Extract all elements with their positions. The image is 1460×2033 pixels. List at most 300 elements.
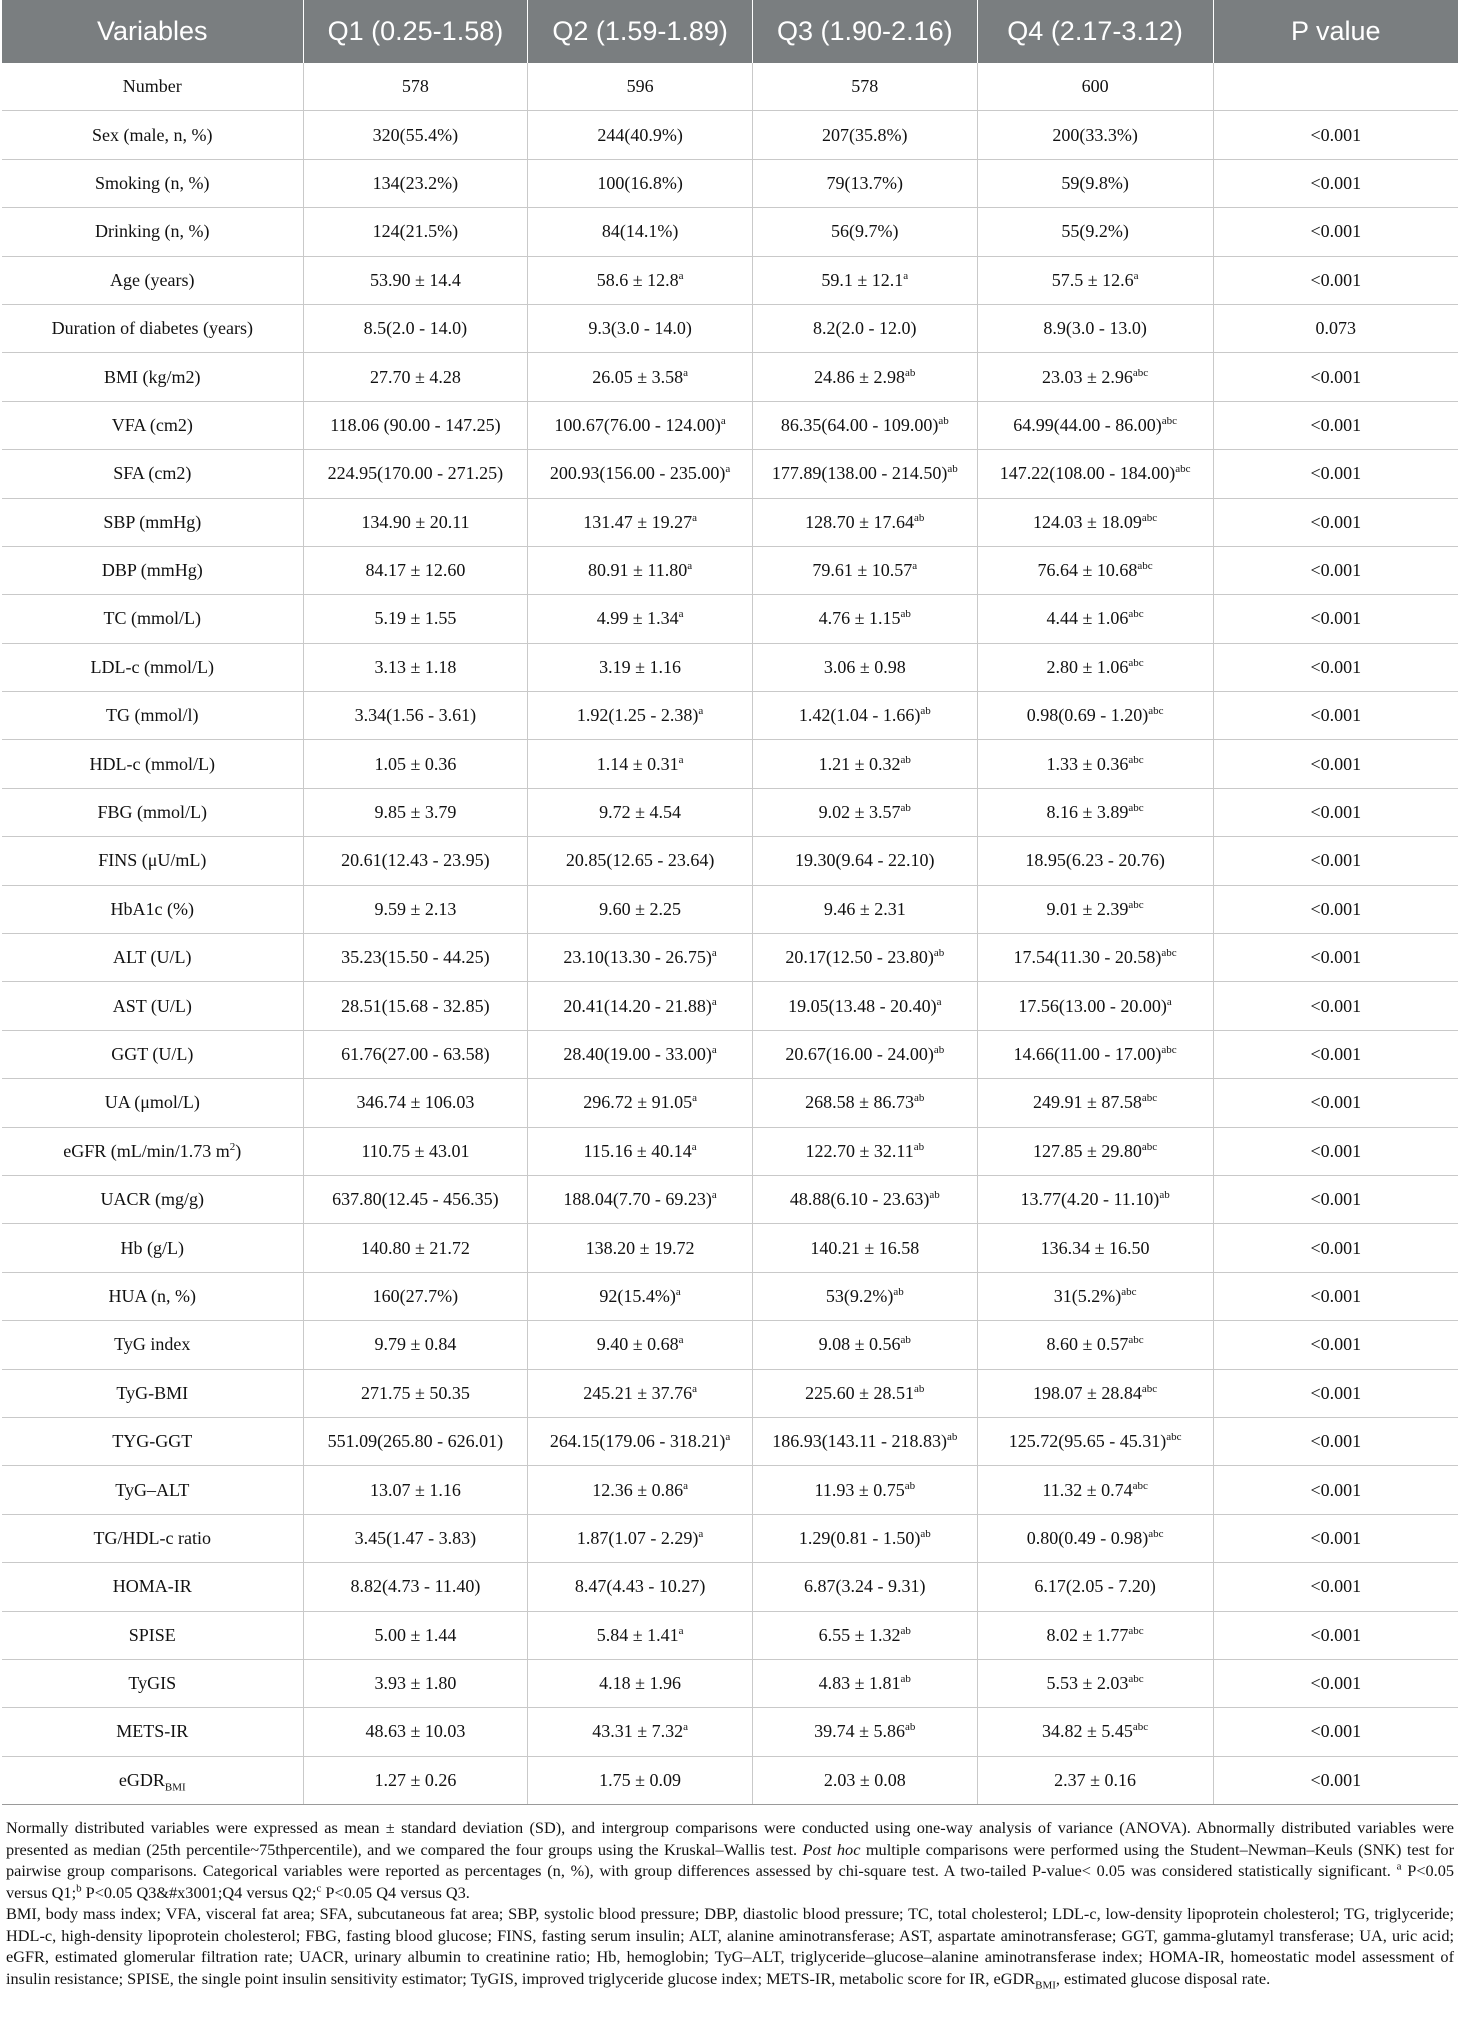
- data-table: [2, 0, 1458, 1805]
- cell-q3: [752, 1369, 977, 1417]
- cell-value: 23.03 ± 2.96: [1042, 366, 1133, 387]
- cell-q2: [528, 498, 753, 546]
- cell-value: 8.47(4.43 - 10.27): [574, 1576, 706, 1597]
- cell-value: 127.85 ± 29.80: [1033, 1140, 1142, 1161]
- cell-value: 1.42(1.04 - 1.66): [798, 705, 921, 726]
- cell-value: 26.05 ± 3.58: [592, 366, 684, 387]
- significance-mark: ab: [947, 463, 958, 476]
- cell-value: 296.72 ± 91.05: [583, 1092, 693, 1113]
- variable-label: GGT (U/L): [111, 1044, 194, 1064]
- cell-q1: [303, 353, 528, 401]
- cell-q1: [303, 595, 528, 643]
- significance-mark: ab: [904, 1479, 916, 1492]
- variable-label-end: ): [235, 1140, 242, 1161]
- table-row: [2, 256, 1458, 304]
- significance-mark: abc: [1175, 463, 1191, 476]
- cell-q2: [528, 643, 753, 691]
- cell-value: 271.75 ± 50.35: [360, 1382, 470, 1403]
- cell-q4: [977, 1127, 1213, 1175]
- cell-p-value: <0.001: [1213, 159, 1458, 207]
- cell-value: 5.00 ± 1.44: [374, 1624, 457, 1645]
- variable-label: AST (U/L): [112, 995, 192, 1016]
- cell-q3: [752, 595, 977, 643]
- significance-mark: ab: [893, 1285, 904, 1298]
- cell-p-value: <0.001: [1213, 1321, 1458, 1369]
- cell-value: 6.55 ± 1.32: [818, 1624, 901, 1645]
- significance-mark: ab: [929, 1189, 940, 1202]
- cell-value: 8.60 ± 0.57: [1046, 1334, 1129, 1355]
- cell-q2: [528, 1030, 753, 1078]
- cell-p-value: <0.001: [1213, 1708, 1458, 1756]
- cell-value: 600: [1081, 76, 1109, 97]
- cell-q2: [528, 788, 753, 836]
- footnote-text: P<0.05 versus Q1;: [6, 1861, 1454, 1902]
- cell-value: 3.45(1.47 - 3.83): [354, 1527, 477, 1548]
- cell-p-value: <0.001: [1213, 643, 1458, 691]
- cell-value: 0.98(0.69 - 1.20): [1026, 705, 1149, 726]
- cell-q2: [528, 546, 753, 594]
- cell-q4: [977, 1272, 1213, 1320]
- cell-value: 58.6 ± 12.8: [596, 269, 679, 290]
- cell-variable: [2, 1611, 303, 1659]
- significance-mark: abc: [1128, 1334, 1144, 1347]
- significance-mark: a: [691, 1140, 697, 1153]
- cell-q1: [303, 208, 528, 256]
- table-row: [2, 982, 1458, 1030]
- variable-label: TYG-GGT: [112, 1431, 193, 1452]
- variable-label: eGFR (mL/min/1.73 m: [63, 1140, 230, 1161]
- cell-q2: [528, 982, 753, 1030]
- cell-q1: [303, 256, 528, 304]
- cell-q2: [528, 934, 753, 982]
- table-header: [2, 0, 1458, 63]
- cell-q1: [303, 1127, 528, 1175]
- cell-q1: [303, 1321, 528, 1369]
- cell-p-value: <0.001: [1213, 208, 1458, 256]
- cell-q3: [752, 450, 977, 498]
- cell-value: 346.74 ± 106.03: [356, 1092, 475, 1113]
- cell-q3: [752, 1611, 977, 1659]
- variable-subscript: BMI: [164, 1781, 186, 1794]
- cell-value: 147.22(108.00 - 184.00): [999, 463, 1176, 484]
- page: [2, 0, 1458, 1989]
- cell-value: 28.40(19.00 - 33.00): [563, 1044, 712, 1064]
- significance-mark: ab: [920, 705, 931, 718]
- variable-label: Smoking (n, %): [95, 172, 210, 193]
- cell-q1: [303, 837, 528, 885]
- cell-value: 1.14 ± 0.31: [596, 753, 679, 774]
- variable-label: FINS (μU/mL): [98, 850, 207, 871]
- table-row: [2, 498, 1458, 546]
- cell-q4: [977, 256, 1213, 304]
- cell-value: 249.91 ± 87.58: [1033, 1092, 1142, 1113]
- cell-q4: [977, 692, 1213, 740]
- cell-q2: [528, 1417, 753, 1465]
- cell-p-value: <0.001: [1213, 1756, 1458, 1804]
- cell-q1: [303, 401, 528, 449]
- header-q2: Q2 (1.59-1.89): [528, 0, 753, 63]
- significance-mark: a: [725, 463, 731, 476]
- cell-q1: [303, 546, 528, 594]
- cell-value: 3.34(1.56 - 3.61): [354, 705, 477, 726]
- cell-variable: [2, 304, 303, 352]
- cell-value: 224.95(170.00 - 271.25): [327, 463, 504, 484]
- cell-p-value: <0.001: [1213, 256, 1458, 304]
- cell-p-value: <0.001: [1213, 401, 1458, 449]
- cell-variable: [2, 1369, 303, 1417]
- cell-value: 0.80(0.49 - 0.98): [1026, 1527, 1149, 1548]
- cell-p-value: <0.001: [1213, 111, 1458, 159]
- cell-value: 80.91 ± 11.80: [588, 560, 688, 581]
- cell-value: 11.32 ± 0.74: [1042, 1479, 1133, 1500]
- variable-label: TG/HDL-c ratio: [93, 1527, 212, 1548]
- cell-q4: [977, 1563, 1213, 1611]
- cell-p-value: <0.001: [1213, 788, 1458, 836]
- significance-mark: abc: [1132, 1479, 1148, 1492]
- cell-q3: [752, 546, 977, 594]
- cell-value: 100.67(76.00 - 124.00): [554, 414, 721, 435]
- variable-label: SFA (cm2): [113, 463, 192, 484]
- cell-q4: [977, 740, 1213, 788]
- cell-q2: [528, 1175, 753, 1223]
- cell-q1: [303, 1611, 528, 1659]
- cell-variable: [2, 1224, 303, 1272]
- footnote-text: P<0.05 Q3&#x3001;Q4 versus Q2;: [81, 1882, 317, 1902]
- cell-q3: [752, 208, 977, 256]
- cell-value: 23.10(13.30 - 26.75): [563, 947, 712, 968]
- cell-q3: [752, 63, 977, 111]
- cell-p-value: <0.001: [1213, 692, 1458, 740]
- table-row: [2, 1127, 1458, 1175]
- cell-q3: [752, 401, 977, 449]
- cell-value: 136.34 ± 16.50: [1040, 1237, 1150, 1258]
- cell-value: 320(55.4%): [372, 124, 459, 145]
- significance-mark: abc: [1128, 802, 1144, 815]
- variable-label: VFA (cm2): [111, 414, 193, 435]
- table-row: [2, 1708, 1458, 1756]
- cell-q2: [528, 1321, 753, 1369]
- table-row: [2, 450, 1458, 498]
- cell-variable: [2, 1417, 303, 1465]
- table-row: [2, 353, 1458, 401]
- cell-value: 61.76(27.00 - 63.58): [341, 1044, 490, 1064]
- significance-mark: ab: [905, 1721, 916, 1734]
- table-row: [2, 1224, 1458, 1272]
- significance-mark: abc: [1132, 366, 1149, 379]
- significance-mark: ab: [900, 753, 911, 766]
- cell-q4: [977, 1369, 1213, 1417]
- cell-value: 55(9.2%): [1061, 221, 1129, 242]
- significance-mark: ab: [900, 1624, 911, 1637]
- cell-q3: [752, 1514, 977, 1562]
- cell-q4: [977, 1321, 1213, 1369]
- cell-value: 268.58 ± 86.73: [805, 1092, 915, 1113]
- cell-value: 5.19 ± 1.55: [374, 608, 457, 629]
- table-row: [2, 1272, 1458, 1320]
- significance-mark: a: [678, 1334, 684, 1347]
- variable-label: HDL-c (mmol/L): [89, 753, 216, 774]
- variable-label: UACR (mg/g): [100, 1189, 205, 1210]
- cell-variable: [2, 1030, 303, 1078]
- cell-q2: [528, 1611, 753, 1659]
- cell-q3: [752, 1175, 977, 1223]
- cell-p-value: <0.001: [1213, 740, 1458, 788]
- cell-q4: [977, 837, 1213, 885]
- cell-value: 9.59 ± 2.13: [374, 898, 457, 919]
- table-row: [2, 643, 1458, 691]
- cell-value: 53(9.2%): [825, 1285, 894, 1306]
- header-p-value: P value: [1213, 0, 1458, 63]
- cell-value: 3.13 ± 1.18: [374, 656, 457, 677]
- cell-q3: [752, 353, 977, 401]
- cell-p-value: <0.001: [1213, 1466, 1458, 1514]
- cell-value: 9.40 ± 0.68: [596, 1334, 679, 1355]
- cell-value: 207(35.8%): [822, 124, 908, 145]
- significance-mark: a: [683, 1721, 688, 1734]
- cell-value: 17.54(11.30 - 20.58): [1013, 947, 1162, 968]
- cell-q3: [752, 1030, 977, 1078]
- variable-label: HOMA-IR: [112, 1576, 192, 1597]
- cell-value: 9.60 ± 2.25: [599, 898, 682, 919]
- significance-mark: abc: [1141, 511, 1158, 524]
- cell-q2: [528, 885, 753, 933]
- significance-mark: a: [678, 753, 684, 766]
- cell-q3: [752, 498, 977, 546]
- cell-p-value: [1213, 63, 1458, 111]
- cell-value: 18.95(6.23 - 20.76): [1025, 850, 1165, 871]
- cell-q2: [528, 450, 753, 498]
- table-row: [2, 837, 1458, 885]
- variable-label: TyGIS: [128, 1673, 177, 1694]
- cell-variable: [2, 401, 303, 449]
- cell-value: 578: [401, 76, 429, 97]
- table-row: [2, 1563, 1458, 1611]
- cell-value: 28.51(15.68 - 32.85): [341, 995, 490, 1016]
- footnote-italic: Post hoc: [802, 1839, 861, 1859]
- cell-p-value: 0.073: [1213, 304, 1458, 352]
- significance-mark: ab: [905, 366, 916, 379]
- cell-value: 110.75 ± 43.01: [361, 1140, 470, 1161]
- cell-q4: [977, 63, 1213, 111]
- cell-q3: [752, 982, 977, 1030]
- cell-value: 637.80(12.45 - 456.35): [332, 1189, 499, 1210]
- cell-q3: [752, 885, 977, 933]
- cell-q4: [977, 1708, 1213, 1756]
- significance-mark: a: [692, 1092, 697, 1105]
- significance-mark: abc: [1128, 1624, 1144, 1637]
- significance-mark: abc: [1161, 414, 1177, 427]
- cell-variable: [2, 1466, 303, 1514]
- cell-q3: [752, 304, 977, 352]
- cell-value: 2.37 ± 0.16: [1054, 1769, 1137, 1790]
- cell-q4: [977, 450, 1213, 498]
- table-row: [2, 63, 1458, 111]
- cell-variable: [2, 63, 303, 111]
- footnote-text: Normally distributed variables were expressed as mean ± standard deviation (SD), and intergroup comparisons were conducted using one-way analysis of variance (ANOVA). Abnormally distributed variables were presented as median (25th percentile~75thpercentile), and we compared the four groups using the Kruskal–Wallis test.: [6, 1818, 1454, 1859]
- cell-value: 140.80 ± 21.72: [360, 1237, 470, 1258]
- variable-label: Drinking (n, %): [95, 221, 210, 242]
- significance-mark: a: [903, 269, 909, 282]
- significance-mark: ab: [900, 608, 911, 621]
- cell-q4: [977, 1175, 1213, 1223]
- cell-q4: [977, 208, 1213, 256]
- cell-value: 48.88(6.10 - 23.63): [789, 1189, 930, 1210]
- cell-variable: [2, 498, 303, 546]
- significance-mark: ab: [938, 414, 949, 427]
- cell-q4: [977, 934, 1213, 982]
- cell-q1: [303, 1079, 528, 1127]
- cell-q4: [977, 788, 1213, 836]
- significance-mark: ab: [933, 947, 945, 960]
- cell-value: 8.82(4.73 - 11.40): [350, 1576, 481, 1597]
- significance-mark: ab: [914, 1382, 925, 1395]
- cell-value: 160(27.7%): [372, 1285, 459, 1306]
- cell-q2: [528, 304, 753, 352]
- cell-p-value: <0.001: [1213, 1224, 1458, 1272]
- variable-label: HbA1c (%): [110, 898, 195, 919]
- footnote-text: BMI, body mass index; VFA, visceral fat area; SFA, subcutaneous fat area; SBP, systolic blood pressure; DBP, diastolic blood pressure; TC, total cholesterol; LDL-c, low-density lipoprotein cholesterol; TG, triglyceride; HDL-c, high-density lipoprotein cholesterol; FBG, fasting blood glucose; FINS, fasting serum insulin; ALT, alanine aminotransferase; AST, aspartate aminotransferase; GGT, gamma-glutamyl transferase; UA, uric acid; eGFR, estimated glomerular filtration rate; UACR, urinary albumin to creatinine ratio; Hb, hemoglobin; TyG–ALT, triglyceride–glucose–alanine aminotransferase index; HOMA-IR, homeostatic model assessment of insulin resistance; SPISE, the single point insulin sensitivity estimator; TyGIS, improved triglyceride glucose index; METS-IR, metabolic score for IR, eGDR: [6, 1904, 1454, 1988]
- cell-value: 3.06 ± 0.98: [823, 656, 906, 677]
- cell-q1: [303, 692, 528, 740]
- table-row: [2, 595, 1458, 643]
- variable-label: BMI (kg/m2): [104, 366, 201, 387]
- cell-value: 64.99(44.00 - 86.00): [1013, 414, 1162, 435]
- cell-value: 39.74 ± 5.86: [814, 1721, 906, 1742]
- cell-q4: [977, 304, 1213, 352]
- cell-p-value: <0.001: [1213, 934, 1458, 982]
- cell-value: 4.83 ± 1.81: [818, 1673, 901, 1694]
- cell-value: 19.30(9.64 - 22.10): [795, 850, 935, 871]
- significance-mark: a: [1166, 995, 1172, 1008]
- cell-q2: [528, 692, 753, 740]
- cell-value: 6.17(2.05 - 7.20): [1034, 1576, 1156, 1597]
- variable-label: SBP (mmHg): [103, 511, 202, 532]
- cell-value: 100(16.8%): [597, 172, 683, 193]
- significance-mark: ab: [933, 1044, 945, 1056]
- cell-value: 3.93 ± 1.80: [374, 1673, 457, 1694]
- table-row: [2, 1030, 1458, 1078]
- cell-q1: [303, 450, 528, 498]
- cell-value: 186.93(143.11 - 218.83): [772, 1431, 948, 1452]
- cell-value: 122.70 ± 32.11: [805, 1140, 914, 1161]
- cell-q1: [303, 740, 528, 788]
- significance-mark: abc: [1128, 1673, 1144, 1686]
- cell-value: 31(5.2%): [1053, 1285, 1122, 1306]
- cell-q4: [977, 1417, 1213, 1465]
- cell-value: 200(33.3%): [1052, 124, 1138, 145]
- table-body: [2, 63, 1458, 1805]
- significance-mark: a: [678, 269, 684, 282]
- significance-mark: abc: [1128, 898, 1144, 911]
- cell-q3: [752, 934, 977, 982]
- cell-q2: [528, 1466, 753, 1514]
- cell-q1: [303, 1030, 528, 1078]
- cell-q4: [977, 885, 1213, 933]
- cell-q2: [528, 208, 753, 256]
- significance-mark: a: [698, 705, 704, 718]
- footnote-sup-a: a: [1396, 1860, 1402, 1873]
- variable-label: Duration of diabetes (years): [51, 318, 253, 339]
- table-row: [2, 1175, 1458, 1223]
- footnote-sub: BMI: [1035, 1978, 1056, 1991]
- significance-mark: a: [1133, 269, 1139, 282]
- cell-value: 9.3(3.0 - 14.0): [588, 318, 692, 339]
- cell-p-value: <0.001: [1213, 498, 1458, 546]
- cell-value: 115.16 ± 40.14: [583, 1140, 692, 1161]
- cell-variable: [2, 208, 303, 256]
- variable-label: LDL-c (mmol/L): [90, 656, 215, 677]
- cell-variable: [2, 643, 303, 691]
- table-row: [2, 546, 1458, 594]
- cell-value: 596: [626, 76, 654, 97]
- cell-value: 27.70 ± 4.28: [369, 366, 461, 387]
- significance-mark: a: [711, 947, 717, 960]
- table-row: [2, 1369, 1458, 1417]
- cell-p-value: <0.001: [1213, 982, 1458, 1030]
- cell-q1: [303, 934, 528, 982]
- significance-mark: a: [678, 608, 684, 621]
- table-row: [2, 692, 1458, 740]
- cell-variable: [2, 111, 303, 159]
- significance-mark: abc: [1161, 1044, 1177, 1056]
- significance-mark: abc: [1148, 1527, 1164, 1540]
- cell-variable: [2, 353, 303, 401]
- cell-value: 24.86 ± 2.98: [814, 366, 906, 387]
- variable-label: HUA (n, %): [108, 1285, 197, 1306]
- cell-q1: [303, 885, 528, 933]
- cell-value: 4.44 ± 1.06: [1046, 608, 1129, 629]
- cell-value: 200.93(156.00 - 235.00): [549, 463, 726, 484]
- cell-value: 79(13.7%): [826, 172, 904, 193]
- significance-mark: ab: [914, 1092, 925, 1105]
- cell-value: 13.77(4.20 - 11.10): [1020, 1189, 1160, 1210]
- cell-p-value: <0.001: [1213, 353, 1458, 401]
- cell-q4: [977, 1030, 1213, 1078]
- cell-value: 198.07 ± 28.84: [1033, 1382, 1142, 1403]
- cell-q2: [528, 401, 753, 449]
- significance-mark: a: [678, 1624, 684, 1637]
- cell-value: 244(40.9%): [597, 124, 683, 145]
- cell-q1: [303, 304, 528, 352]
- cell-value: 84.17 ± 12.60: [365, 560, 466, 581]
- cell-variable: [2, 837, 303, 885]
- cell-value: 9.79 ± 0.84: [374, 1334, 457, 1355]
- variable-label: TyG-BMI: [116, 1382, 189, 1403]
- significance-mark: ab: [913, 1140, 925, 1153]
- cell-q3: [752, 256, 977, 304]
- table-row: [2, 1659, 1458, 1707]
- cell-q1: [303, 788, 528, 836]
- cell-variable: [2, 1079, 303, 1127]
- cell-value: 134.90 ± 20.11: [361, 511, 470, 532]
- footnote-abbreviations: [6, 1903, 1454, 1989]
- significance-mark: a: [711, 995, 717, 1008]
- cell-value: 4.99 ± 1.34: [596, 608, 679, 629]
- table-row: [2, 1611, 1458, 1659]
- cell-p-value: <0.001: [1213, 837, 1458, 885]
- cell-p-value: <0.001: [1213, 1127, 1458, 1175]
- cell-value: 124(21.5%): [372, 221, 459, 242]
- cell-value: 125.72(95.65 - 45.31): [1008, 1431, 1167, 1452]
- cell-q2: [528, 1127, 753, 1175]
- cell-q4: [977, 1756, 1213, 1804]
- cell-value: 20.61(12.43 - 23.95): [341, 850, 490, 871]
- cell-value: 43.31 ± 7.32: [592, 1721, 684, 1742]
- header-q4: Q4 (2.17-3.12): [977, 0, 1213, 63]
- cell-q4: [977, 1611, 1213, 1659]
- table-row: [2, 740, 1458, 788]
- cell-q1: [303, 1369, 528, 1417]
